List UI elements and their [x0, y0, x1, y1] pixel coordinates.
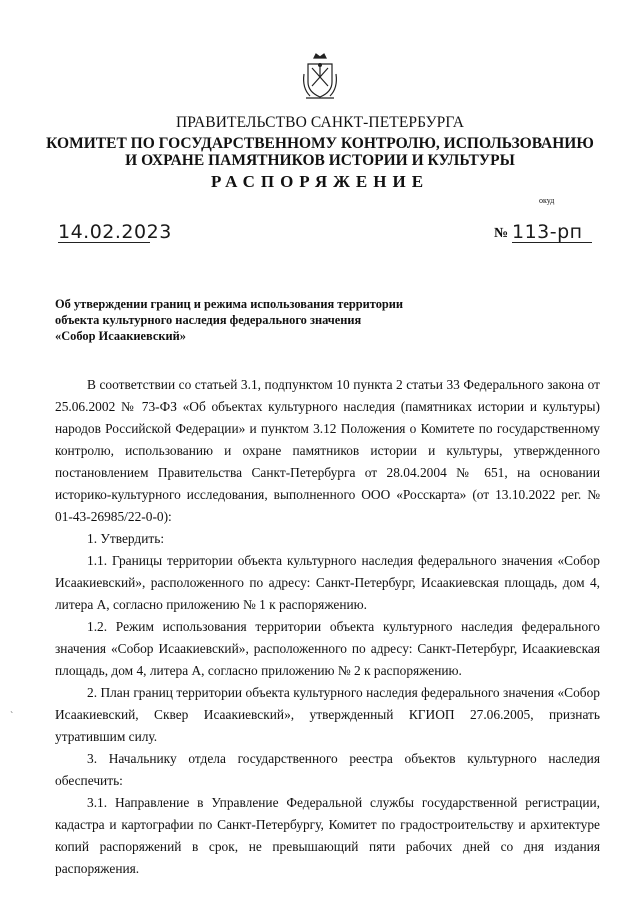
- document-subject: [55, 296, 475, 344]
- committee-title-line1: КОМИТЕТ ПО ГОСУДАРСТВЕННОМУ КОНТРОЛЮ, ИСПОЛЬЗОВАНИЮ: [46, 135, 594, 152]
- margin-mark: `: [10, 711, 14, 722]
- document-body: [55, 374, 600, 880]
- government-title: ПРАВИТЕЛЬСТВО САНКТ-ПЕТЕРБУРГА: [175, 114, 465, 131]
- paragraph-1: 1. Утвердить:: [87, 531, 165, 546]
- document-type: РАСПОРЯЖЕНИЕ: [210, 172, 430, 191]
- document-date: 14.02.2023: [58, 221, 172, 243]
- okud-label: окуд: [539, 196, 555, 205]
- paragraph-preamble: В соответствии со статьей 3.1, подпунктом 10 пункта 2 статьи 33 Федерального закона от 25.06.2002 № 73-ФЗ «Об объектах культурного наследия (памятниках истории и культуры) народов Российской Федерации» и пунктом 3.12 Положения о Комитете по государственному контролю, использованию и охране памятников истории и культуры, утвержденного постановлением Правительства Санкт-Петербурга от 28.04.2004 № 651, на основании историко-культурного исследования, выполненного ООО «Росскарта» (от 13.10.2022 рег. № 01-43-26985/22-0-0):: [55, 377, 600, 524]
- paragraph-2: 2. План границ территории объекта культурного наследия федерального значения «Собор Исаакиевский, Сквер Исаакиевский», утвержденный КГИОП 27.06.2005, признать утратившим силу.: [55, 685, 600, 744]
- document-number: 113-рп: [512, 222, 592, 243]
- paragraph-3: 3. Начальнику отдела государственного реестра объектов культурного наследия обеспечить:: [55, 751, 600, 788]
- paragraph-3-1: 3.1. Направление в Управление Федеральной службы государственной регистрации, кадастра и картографии по Санкт-Петербургу, Комитет по градостроительству и архитектуре копий распоряжений в срок, не превышающий пяти рабочих дней со дня издания распоряжения.: [55, 795, 600, 876]
- saint-petersburg-coat-of-arms-icon: [300, 52, 340, 102]
- committee-title-line2: И ОХРАНЕ ПАМЯТНИКОВ ИСТОРИИ И КУЛЬТУРЫ: [125, 152, 515, 169]
- number-label: №: [494, 226, 509, 241]
- paragraph-1-2: 1.2. Режим использования территории объекта культурного наследия федерального значения «Собор Исаакиевский», расположенного по адресу: Санкт-Петербург, Исаакиевская площадь, дом 4, литера А, согласно приложению № 2 к распоряжению.: [55, 619, 600, 678]
- subject-line: Об утверждении границ и режима использования территории: [55, 297, 404, 311]
- paragraph-1-1: 1.1. Границы территории объекта культурного наследия федерального значения «Собор Исаакиевский», расположенного по адресу: Санкт-Петербург, Исаакиевская площадь, дом 4, литера А, согласно приложению № 1 к распоряжению.: [55, 553, 600, 612]
- subject-line: «Собор Исаакиевский»: [55, 329, 186, 343]
- subject-line: объекта культурного наследия федерального значения: [55, 313, 362, 327]
